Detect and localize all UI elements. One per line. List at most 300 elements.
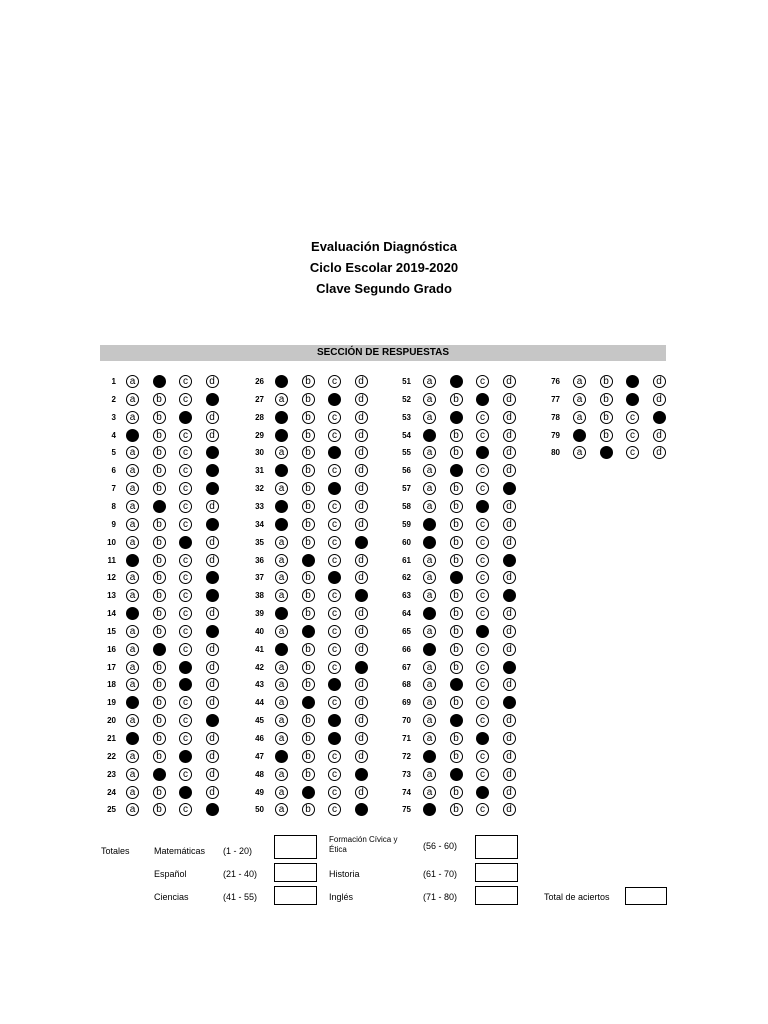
answer-bubble-b[interactable]: b [153,786,166,799]
answer-bubble-d[interactable]: d [503,429,516,442]
answer-bubble-a[interactable]: a [423,411,436,424]
answer-bubble-d[interactable]: d [206,696,219,709]
answer-bubble-d[interactable]: d [355,696,368,709]
answer-bubble-d[interactable]: d [503,768,516,781]
answer-bubble-c[interactable]: c [179,643,192,656]
answer-bubble-d-marked[interactable]: d [206,714,219,727]
answer-bubble-a[interactable]: a [573,393,586,406]
answer-bubble-c[interactable]: c [328,429,341,442]
answer-bubble-c[interactable]: c [328,411,341,424]
answer-bubble-a[interactable]: a [275,589,288,602]
answer-bubble-c[interactable]: c [328,607,341,620]
answer-bubble-c[interactable]: c [476,768,489,781]
answer-bubble-a-marked[interactable]: a [275,750,288,763]
answer-bubble-c[interactable]: c [179,732,192,745]
answer-bubble-c-marked[interactable]: c [476,786,489,799]
answer-bubble-c[interactable]: c [328,643,341,656]
answer-bubble-c[interactable]: c [179,625,192,638]
answer-bubble-c[interactable]: c [476,571,489,584]
answer-bubble-d[interactable]: d [503,643,516,656]
answer-bubble-d[interactable]: d [355,714,368,727]
answer-bubble-c[interactable]: c [476,714,489,727]
answer-bubble-b[interactable]: b [153,732,166,745]
answer-bubble-c-marked[interactable]: c [179,678,192,691]
answer-bubble-d-marked[interactable]: d [206,464,219,477]
answer-bubble-a-marked[interactable]: a [423,803,436,816]
answer-bubble-d[interactable]: d [206,429,219,442]
answer-bubble-c-marked[interactable]: c [476,500,489,513]
answer-bubble-d[interactable]: d [503,786,516,799]
answer-bubble-d[interactable]: d [355,732,368,745]
answer-bubble-d[interactable]: d [503,518,516,531]
answer-bubble-c[interactable]: c [179,589,192,602]
answer-bubble-d[interactable]: d [355,446,368,459]
answer-bubble-b[interactable]: b [450,607,463,620]
answer-bubble-c[interactable]: c [328,554,341,567]
answer-bubble-c[interactable]: c [626,446,639,459]
answer-bubble-a-marked[interactable]: a [275,518,288,531]
answer-bubble-d[interactable]: d [503,411,516,424]
answer-bubble-b[interactable]: b [153,661,166,674]
answer-bubble-b[interactable]: b [450,500,463,513]
answer-bubble-b[interactable]: b [153,536,166,549]
answer-bubble-c[interactable]: c [328,768,341,781]
answer-bubble-c[interactable]: c [476,696,489,709]
answer-bubble-d-marked[interactable]: d [206,446,219,459]
answer-bubble-d[interactable]: d [355,750,368,763]
answer-bubble-c[interactable]: c [179,696,192,709]
answer-bubble-b-marked[interactable]: b [450,375,463,388]
answer-bubble-c[interactable]: c [476,536,489,549]
answer-bubble-a-marked[interactable]: a [275,643,288,656]
answer-bubble-c[interactable]: c [328,750,341,763]
answer-bubble-d[interactable]: d [653,429,666,442]
answer-bubble-d[interactable]: d [503,446,516,459]
answer-bubble-a[interactable]: a [423,375,436,388]
answer-bubble-c[interactable]: c [179,375,192,388]
answer-bubble-a[interactable]: a [423,464,436,477]
answer-bubble-d-marked[interactable]: d [503,482,516,495]
answer-bubble-a[interactable]: a [573,375,586,388]
answer-bubble-d[interactable]: d [355,393,368,406]
answer-bubble-d[interactable]: d [206,643,219,656]
answer-bubble-d[interactable]: d [503,393,516,406]
answer-bubble-c[interactable]: c [328,375,341,388]
answer-bubble-b[interactable]: b [600,411,613,424]
answer-bubble-b[interactable]: b [153,393,166,406]
answer-bubble-b[interactable]: b [302,803,315,816]
answer-bubble-a-marked[interactable]: a [423,518,436,531]
answer-bubble-c-marked[interactable]: c [476,446,489,459]
answer-bubble-b[interactable]: b [153,554,166,567]
answer-bubble-d[interactable]: d [503,375,516,388]
answer-bubble-c-marked[interactable]: c [179,661,192,674]
answer-bubble-b[interactable]: b [450,589,463,602]
answer-bubble-b-marked[interactable]: b [450,714,463,727]
answer-bubble-b[interactable]: b [450,803,463,816]
answer-bubble-b[interactable]: b [302,464,315,477]
answer-bubble-a-marked[interactable]: a [275,500,288,513]
answer-bubble-d-marked[interactable]: d [355,768,368,781]
answer-bubble-b-marked[interactable]: b [450,411,463,424]
answer-bubble-a[interactable]: a [573,446,586,459]
answer-bubble-c[interactable]: c [476,661,489,674]
answer-bubble-a[interactable]: a [275,625,288,638]
answer-bubble-a[interactable]: a [275,393,288,406]
answer-bubble-b[interactable]: b [302,536,315,549]
answer-bubble-b[interactable]: b [450,625,463,638]
answer-bubble-d[interactable]: d [355,625,368,638]
answer-bubble-c[interactable]: c [476,678,489,691]
answer-bubble-b[interactable]: b [153,429,166,442]
answer-bubble-a-marked[interactable]: a [423,536,436,549]
answer-bubble-a[interactable]: a [423,482,436,495]
answer-bubble-c[interactable]: c [328,589,341,602]
answer-bubble-d[interactable]: d [653,393,666,406]
answer-bubble-a-marked[interactable]: a [423,607,436,620]
answer-bubble-b[interactable]: b [153,411,166,424]
answer-bubble-c[interactable]: c [476,803,489,816]
answer-bubble-d-marked[interactable]: d [503,661,516,674]
answer-bubble-c[interactable]: c [476,411,489,424]
answer-bubble-d[interactable]: d [503,464,516,477]
answer-bubble-b[interactable]: b [302,571,315,584]
answer-bubble-a[interactable]: a [126,589,139,602]
answer-bubble-d[interactable]: d [355,482,368,495]
answer-bubble-b[interactable]: b [302,518,315,531]
answer-bubble-a[interactable]: a [126,786,139,799]
answer-bubble-b-marked[interactable]: b [302,625,315,638]
answer-bubble-d[interactable]: d [503,803,516,816]
answer-bubble-b-marked[interactable]: b [153,643,166,656]
answer-bubble-c[interactable]: c [179,571,192,584]
answer-bubble-a-marked[interactable]: a [573,429,586,442]
answer-bubble-c[interactable]: c [626,411,639,424]
answer-bubble-a-marked[interactable]: a [126,732,139,745]
answer-bubble-a-marked[interactable]: a [126,429,139,442]
answer-bubble-d[interactable]: d [206,750,219,763]
answer-bubble-a-marked[interactable]: a [275,429,288,442]
answer-bubble-a[interactable]: a [423,696,436,709]
answer-bubble-d-marked[interactable]: d [206,589,219,602]
answer-bubble-c[interactable]: c [179,500,192,513]
answer-bubble-a[interactable]: a [275,482,288,495]
answer-bubble-c[interactable]: c [476,554,489,567]
answer-bubble-c-marked[interactable]: c [328,446,341,459]
answer-bubble-d[interactable]: d [503,500,516,513]
answer-bubble-d[interactable]: d [206,732,219,745]
answer-bubble-c[interactable]: c [476,589,489,602]
answer-bubble-c[interactable]: c [328,536,341,549]
answer-bubble-d[interactable]: d [355,643,368,656]
score-box-civica[interactable] [475,835,518,859]
answer-bubble-a-marked[interactable]: a [423,750,436,763]
answer-bubble-c[interactable]: c [179,464,192,477]
answer-bubble-a[interactable]: a [423,625,436,638]
answer-bubble-c[interactable]: c [476,464,489,477]
answer-bubble-c[interactable]: c [328,518,341,531]
answer-bubble-b[interactable]: b [450,536,463,549]
answer-bubble-b[interactable]: b [153,803,166,816]
answer-bubble-c-marked[interactable]: c [328,393,341,406]
answer-bubble-c[interactable]: c [476,375,489,388]
answer-bubble-b[interactable]: b [600,375,613,388]
answer-bubble-a[interactable]: a [126,625,139,638]
answer-bubble-b[interactable]: b [450,732,463,745]
answer-bubble-d-marked[interactable]: d [206,393,219,406]
answer-bubble-b[interactable]: b [153,696,166,709]
answer-bubble-d[interactable]: d [355,518,368,531]
answer-bubble-d[interactable]: d [206,536,219,549]
answer-bubble-a[interactable]: a [275,696,288,709]
answer-bubble-b[interactable]: b [153,678,166,691]
answer-bubble-d[interactable]: d [503,750,516,763]
score-box-ciencias[interactable] [274,886,317,905]
answer-bubble-b[interactable]: b [302,643,315,656]
answer-bubble-b[interactable]: b [302,714,315,727]
answer-bubble-c[interactable]: c [626,429,639,442]
answer-bubble-d[interactable]: d [355,500,368,513]
answer-bubble-c[interactable]: c [328,786,341,799]
answer-bubble-a[interactable]: a [126,768,139,781]
answer-bubble-d[interactable]: d [355,429,368,442]
answer-bubble-a[interactable]: a [126,678,139,691]
answer-bubble-a[interactable]: a [126,500,139,513]
answer-bubble-b-marked[interactable]: b [302,696,315,709]
answer-bubble-a[interactable]: a [275,446,288,459]
answer-bubble-a[interactable]: a [423,714,436,727]
answer-bubble-d[interactable]: d [206,554,219,567]
answer-bubble-d-marked[interactable]: d [503,554,516,567]
answer-bubble-c[interactable]: c [179,482,192,495]
answer-bubble-b-marked[interactable]: b [600,446,613,459]
answer-bubble-a-marked[interactable]: a [126,554,139,567]
answer-bubble-b[interactable]: b [450,750,463,763]
answer-bubble-c-marked[interactable]: c [179,411,192,424]
answer-bubble-a[interactable]: a [126,411,139,424]
answer-bubble-b[interactable]: b [302,375,315,388]
answer-bubble-b[interactable]: b [450,446,463,459]
answer-bubble-a-marked[interactable]: a [275,464,288,477]
answer-bubble-a[interactable]: a [275,661,288,674]
answer-bubble-a[interactable]: a [423,571,436,584]
answer-bubble-a[interactable]: a [126,393,139,406]
answer-bubble-a[interactable]: a [126,643,139,656]
answer-bubble-d-marked[interactable]: d [206,803,219,816]
answer-bubble-b[interactable]: b [450,518,463,531]
answer-bubble-a[interactable]: a [275,678,288,691]
answer-bubble-d[interactable]: d [653,446,666,459]
answer-bubble-b[interactable]: b [302,589,315,602]
answer-bubble-c[interactable]: c [476,518,489,531]
answer-bubble-a[interactable]: a [275,768,288,781]
answer-bubble-b[interactable]: b [450,786,463,799]
answer-bubble-d[interactable]: d [355,464,368,477]
answer-bubble-b-marked[interactable]: b [153,768,166,781]
answer-bubble-b[interactable]: b [153,625,166,638]
answer-bubble-a[interactable]: a [275,714,288,727]
answer-bubble-a[interactable]: a [573,411,586,424]
answer-bubble-a[interactable]: a [126,464,139,477]
answer-bubble-c-marked[interactable]: c [328,714,341,727]
answer-bubble-c-marked[interactable]: c [328,678,341,691]
answer-bubble-d[interactable]: d [206,500,219,513]
answer-bubble-b[interactable]: b [302,393,315,406]
score-box-total[interactable] [625,887,667,905]
answer-bubble-b[interactable]: b [450,482,463,495]
answer-bubble-d[interactable]: d [503,625,516,638]
answer-bubble-c[interactable]: c [179,768,192,781]
answer-bubble-b[interactable]: b [302,661,315,674]
answer-bubble-d[interactable]: d [206,786,219,799]
answer-bubble-b[interactable]: b [302,750,315,763]
answer-bubble-b[interactable]: b [153,589,166,602]
answer-bubble-b[interactable]: b [302,732,315,745]
answer-bubble-d[interactable]: d [355,571,368,584]
answer-bubble-d[interactable]: d [355,607,368,620]
answer-bubble-a[interactable]: a [126,750,139,763]
answer-bubble-b[interactable]: b [153,571,166,584]
answer-bubble-a[interactable]: a [423,768,436,781]
answer-bubble-d[interactable]: d [503,714,516,727]
answer-bubble-d-marked[interactable]: d [355,803,368,816]
answer-bubble-b[interactable]: b [600,393,613,406]
answer-bubble-b[interactable]: b [450,393,463,406]
answer-bubble-a-marked[interactable]: a [126,607,139,620]
answer-bubble-a-marked[interactable]: a [275,411,288,424]
answer-bubble-c[interactable]: c [179,518,192,531]
answer-bubble-d[interactable]: d [206,411,219,424]
answer-bubble-c-marked[interactable]: c [179,536,192,549]
answer-bubble-a-marked[interactable]: a [423,643,436,656]
answer-bubble-c-marked[interactable]: c [328,482,341,495]
answer-bubble-b-marked[interactable]: b [450,571,463,584]
answer-bubble-b[interactable]: b [600,429,613,442]
answer-bubble-c-marked[interactable]: c [626,393,639,406]
answer-bubble-d[interactable]: d [355,375,368,388]
answer-bubble-c-marked[interactable]: c [328,732,341,745]
answer-bubble-b[interactable]: b [153,518,166,531]
answer-bubble-c[interactable]: c [328,661,341,674]
answer-bubble-a[interactable]: a [423,500,436,513]
answer-bubble-b[interactable]: b [302,500,315,513]
answer-bubble-d-marked[interactable]: d [503,696,516,709]
answer-bubble-d[interactable]: d [653,375,666,388]
answer-bubble-c[interactable]: c [179,607,192,620]
answer-bubble-a[interactable]: a [423,732,436,745]
answer-bubble-d[interactable]: d [206,375,219,388]
answer-bubble-c[interactable]: c [476,750,489,763]
answer-bubble-b[interactable]: b [450,643,463,656]
answer-bubble-d-marked[interactable]: d [206,482,219,495]
answer-bubble-a[interactable]: a [423,661,436,674]
answer-bubble-a[interactable]: a [126,446,139,459]
answer-bubble-d-marked[interactable]: d [355,661,368,674]
answer-bubble-b[interactable]: b [450,661,463,674]
answer-bubble-a[interactable]: a [423,554,436,567]
answer-bubble-a[interactable]: a [126,571,139,584]
answer-bubble-a[interactable]: a [423,446,436,459]
score-box-espanol[interactable] [274,863,317,882]
answer-bubble-a-marked[interactable]: a [275,375,288,388]
answer-bubble-b[interactable]: b [153,750,166,763]
answer-bubble-d-marked[interactable]: d [206,571,219,584]
answer-bubble-c[interactable]: c [179,803,192,816]
answer-bubble-b[interactable]: b [302,678,315,691]
answer-bubble-a[interactable]: a [275,786,288,799]
answer-bubble-c[interactable]: c [328,803,341,816]
answer-bubble-a[interactable]: a [423,393,436,406]
answer-bubble-c[interactable]: c [328,464,341,477]
answer-bubble-d[interactable]: d [355,786,368,799]
answer-bubble-b[interactable]: b [302,446,315,459]
answer-bubble-c[interactable]: c [179,429,192,442]
score-box-ingles[interactable] [475,886,518,905]
answer-bubble-c[interactable]: c [476,643,489,656]
answer-bubble-a[interactable]: a [126,803,139,816]
answer-bubble-d[interactable]: d [503,571,516,584]
answer-bubble-d[interactable]: d [206,661,219,674]
answer-bubble-c-marked[interactable]: c [328,571,341,584]
answer-bubble-d[interactable]: d [355,411,368,424]
answer-bubble-d[interactable]: d [503,732,516,745]
answer-bubble-a[interactable]: a [275,554,288,567]
answer-bubble-c-marked[interactable]: c [476,393,489,406]
answer-bubble-b-marked[interactable]: b [302,554,315,567]
answer-bubble-c[interactable]: c [179,714,192,727]
answer-bubble-d[interactable]: d [206,607,219,620]
answer-bubble-a-marked[interactable]: a [126,696,139,709]
answer-bubble-b[interactable]: b [153,714,166,727]
answer-bubble-a[interactable]: a [126,482,139,495]
answer-bubble-a[interactable]: a [126,518,139,531]
answer-bubble-d[interactable]: d [503,678,516,691]
answer-bubble-d-marked[interactable]: d [503,589,516,602]
answer-bubble-b[interactable]: b [153,482,166,495]
answer-bubble-b[interactable]: b [153,446,166,459]
answer-bubble-a[interactable]: a [126,375,139,388]
answer-bubble-b[interactable]: b [450,554,463,567]
answer-bubble-a-marked[interactable]: a [423,429,436,442]
answer-bubble-a[interactable]: a [275,571,288,584]
answer-bubble-a[interactable]: a [126,661,139,674]
answer-bubble-d[interactable]: d [503,607,516,620]
answer-bubble-c[interactable]: c [476,482,489,495]
answer-bubble-d[interactable]: d [503,536,516,549]
answer-bubble-a[interactable]: a [275,536,288,549]
answer-bubble-b[interactable]: b [302,411,315,424]
answer-bubble-b-marked[interactable]: b [153,500,166,513]
answer-bubble-c[interactable]: c [179,554,192,567]
answer-bubble-d-marked[interactable]: d [206,625,219,638]
answer-bubble-a[interactable]: a [275,803,288,816]
answer-bubble-a[interactable]: a [126,714,139,727]
answer-bubble-d[interactable]: d [206,678,219,691]
answer-bubble-b-marked[interactable]: b [153,375,166,388]
answer-bubble-c-marked[interactable]: c [626,375,639,388]
answer-bubble-d[interactable]: d [206,768,219,781]
answer-bubble-b[interactable]: b [153,607,166,620]
answer-bubble-a[interactable]: a [423,589,436,602]
answer-bubble-b-marked[interactable]: b [450,464,463,477]
answer-bubble-c[interactable]: c [328,500,341,513]
answer-bubble-c[interactable]: c [179,393,192,406]
answer-bubble-b[interactable]: b [302,482,315,495]
score-box-matematicas[interactable] [274,835,317,859]
answer-bubble-c[interactable]: c [328,625,341,638]
answer-bubble-b-marked[interactable]: b [450,678,463,691]
answer-bubble-a-marked[interactable]: a [275,607,288,620]
